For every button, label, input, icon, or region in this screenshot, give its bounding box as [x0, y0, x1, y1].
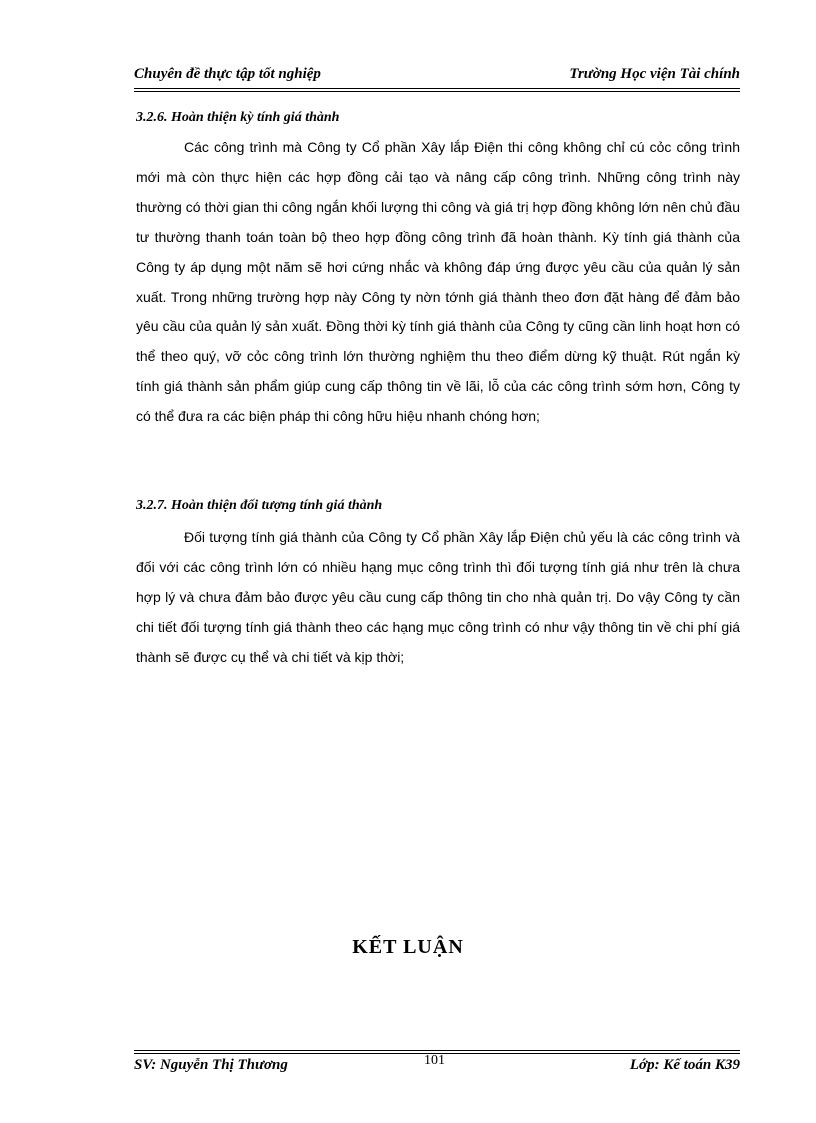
header-rule-lower	[134, 91, 740, 92]
header-rule-upper	[134, 88, 740, 89]
footer-class-name: Lớp: Kế toán K39	[629, 1057, 740, 1073]
page-footer	[134, 1053, 740, 1078]
section-heading-3-2-6: 3.2.6. Hoàn thiện kỳ tính giá thành	[136, 110, 340, 125]
section-body-3-2-6: Các công trình mà Công ty Cổ phần Xây lắp Điện thi công không chỉ cú cỏc công trình mới mà còn thực hiện các hợp đồng cải tạo và nâng cấp công trình. Những công trình này thường có thời gian thi công ngắn khối lượng thi công và giá trị hợp đồng không lớn nên chủ đầu tư thường thanh toán toàn bộ theo hợp đồng công trình đã hoàn thành. Kỳ tính giá thành của Công ty áp dụng một năm sẽ hơi cứng nhắc và không đáp ứng được yêu cầu của quản lý sản xuất. Trong những trường hợp này Công ty nờn tớnh giá thành theo đơn đặt hàng để đảm bảo yêu cầu của quản lý sản xuất. Đồng thời kỳ tính giá thành của Công ty cũng cần linh hoạt hơn có thể theo quý, vỡ cỏc công trình lớn thường nghiệm thu theo điểm dừng kỹ thuật. Rút ngắn kỳ tính giá thành sản phẩm giúp cung cấp thông tin về lãi, lỗ của các công trình sớm hơn, Công ty có thể đưa ra các biện pháp thi công hữu hiệu nhanh chóng hơn;	[136, 139, 740, 425]
conclusion-title: KẾT LUẬN	[352, 936, 464, 958]
header-right-text: Trường Học viện Tài chính	[569, 66, 740, 82]
footer-rule-upper	[134, 1050, 740, 1051]
footer-student-name: SV: Nguyễn Thị Thương	[134, 1057, 288, 1073]
page-number: 101	[424, 1053, 445, 1068]
section-heading-3-2-7: 3.2.7. Hoàn thiện đối tượng tính giá thành	[136, 498, 383, 513]
section-body-3-2-7: Đối tượng tính giá thành của Công ty Cổ phần Xây lắp Điện chủ yếu là các công trình và đối với các công trình lớn có nhiều hạng mục công trình thì đối tượng tính giá như trên là chưa hợp lý và chưa đảm bảo được yêu cầu cung cấp thông tin cho nhà quản trị. Do vậy Công ty cần chi tiết đối tượng tính giá thành theo các hạng mục công trình có như vậy thông tin về chi phí giá thành sẽ được cụ thể và chi tiết và kịp thời;	[136, 529, 740, 665]
page-header	[134, 64, 740, 86]
header-left-text: Chuyên đề thực tập tốt nghiệp	[134, 66, 321, 82]
